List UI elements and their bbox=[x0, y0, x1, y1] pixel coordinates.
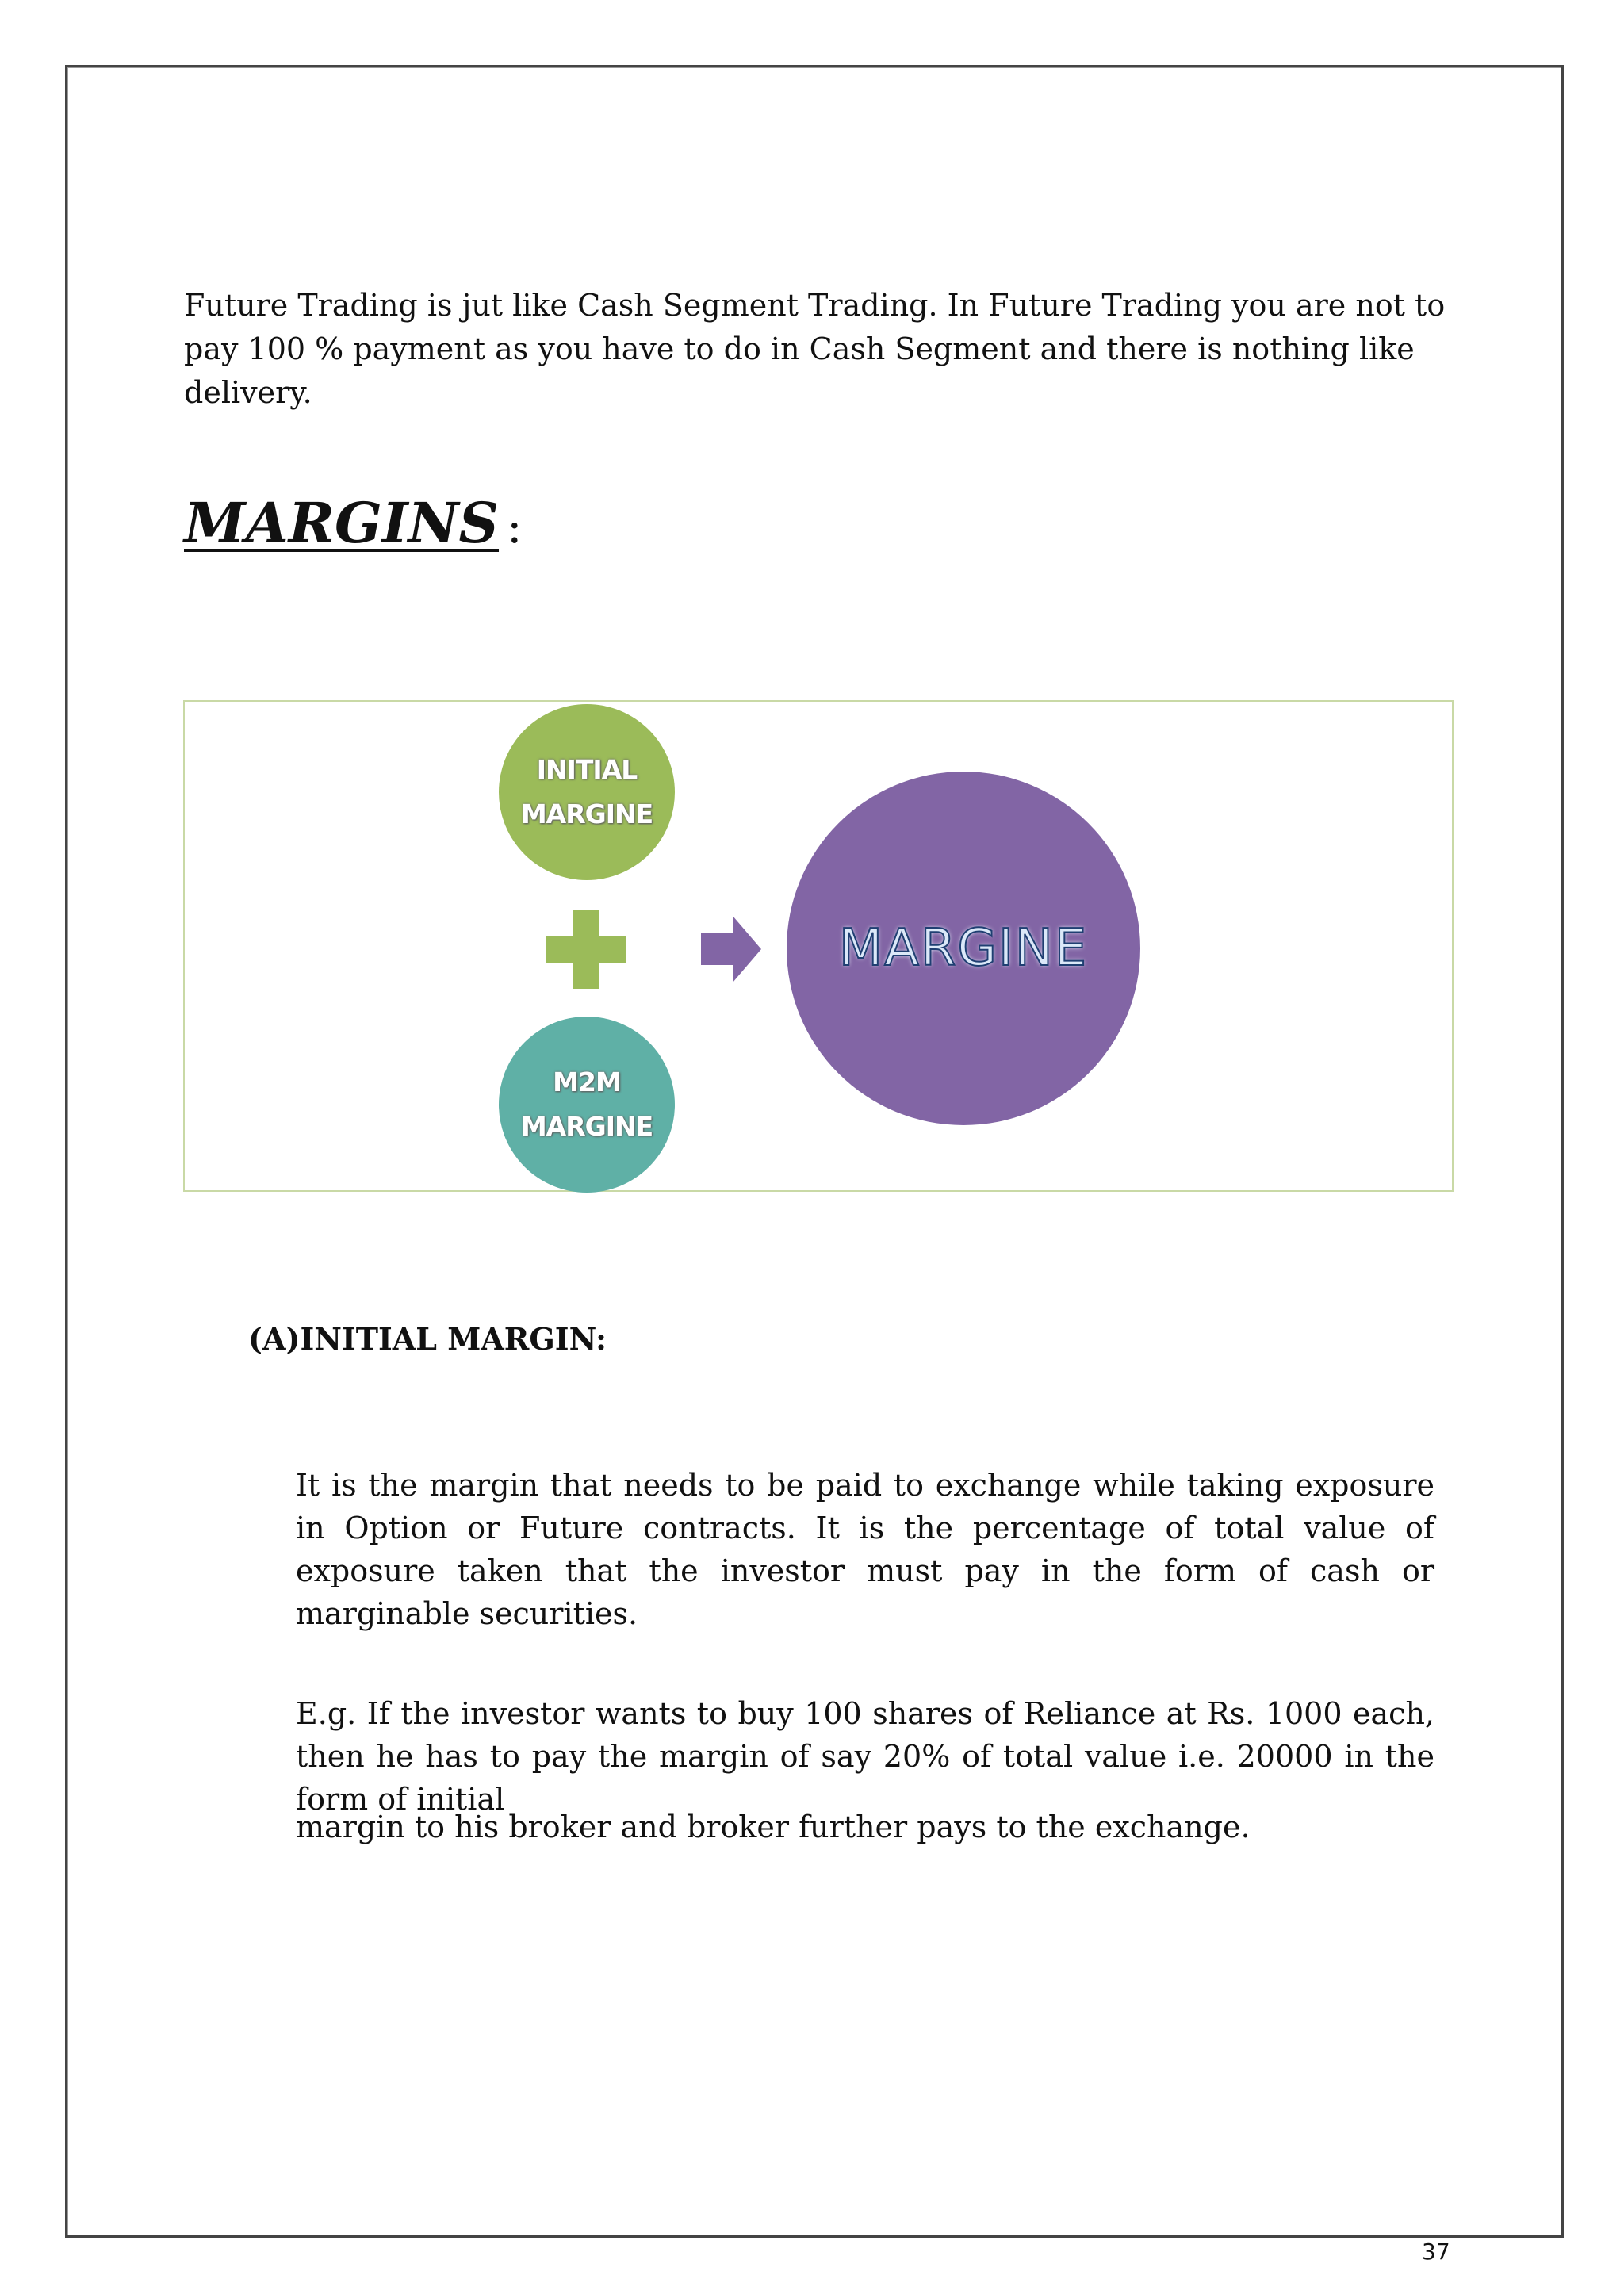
initial-margin-definition: It is the margin that needs to be paid to exchange while taking exposure in Option or Future contracts. It is the percentage of total value of exposure taken that the investor must pay in the form of cash or marginable securities. bbox=[296, 1468, 1434, 1631]
initial-margin-label-line1: INITIAL bbox=[536, 754, 638, 785]
m2m-margin-label-line2: MARGINE bbox=[520, 1111, 653, 1142]
plus-icon bbox=[546, 910, 626, 989]
heading-title: MARGINS bbox=[184, 490, 500, 556]
initial-margin-example-continued: margin to his broker and broker further pays to the exchange. bbox=[296, 1810, 1251, 1844]
initial-margin-label-line2: MARGINE bbox=[520, 798, 653, 829]
total-margin-label: MARGINE bbox=[838, 919, 1089, 978]
total-margin-circle bbox=[787, 772, 1140, 1125]
m2m-margin-circle bbox=[499, 1017, 675, 1193]
arrow-right-icon bbox=[701, 916, 761, 982]
section-heading bbox=[184, 490, 523, 556]
heading-colon: : bbox=[507, 500, 523, 553]
initial-margin-example: E.g. If the investor wants to buy 100 shares of Reliance at Rs. 1000 each, then he has to pay the margin of say 20% of total value i.e. 20000 in the form of initial bbox=[296, 1696, 1434, 1817]
m2m-margin-label-line1: M2M bbox=[553, 1067, 621, 1097]
intro-paragraph: Future Trading is jut like Cash Segment Trading. In Future Trading you are not to pay 100 % payment as you have to do in Cash Segment and there is nothing like delivery. bbox=[184, 288, 1446, 410]
margin-diagram bbox=[183, 700, 1454, 1192]
initial-margin-heading: (A)INITIAL MARGIN: bbox=[248, 1321, 607, 1357]
initial-margin-circle bbox=[499, 704, 675, 880]
page-number: 37 bbox=[1422, 2238, 1450, 2265]
